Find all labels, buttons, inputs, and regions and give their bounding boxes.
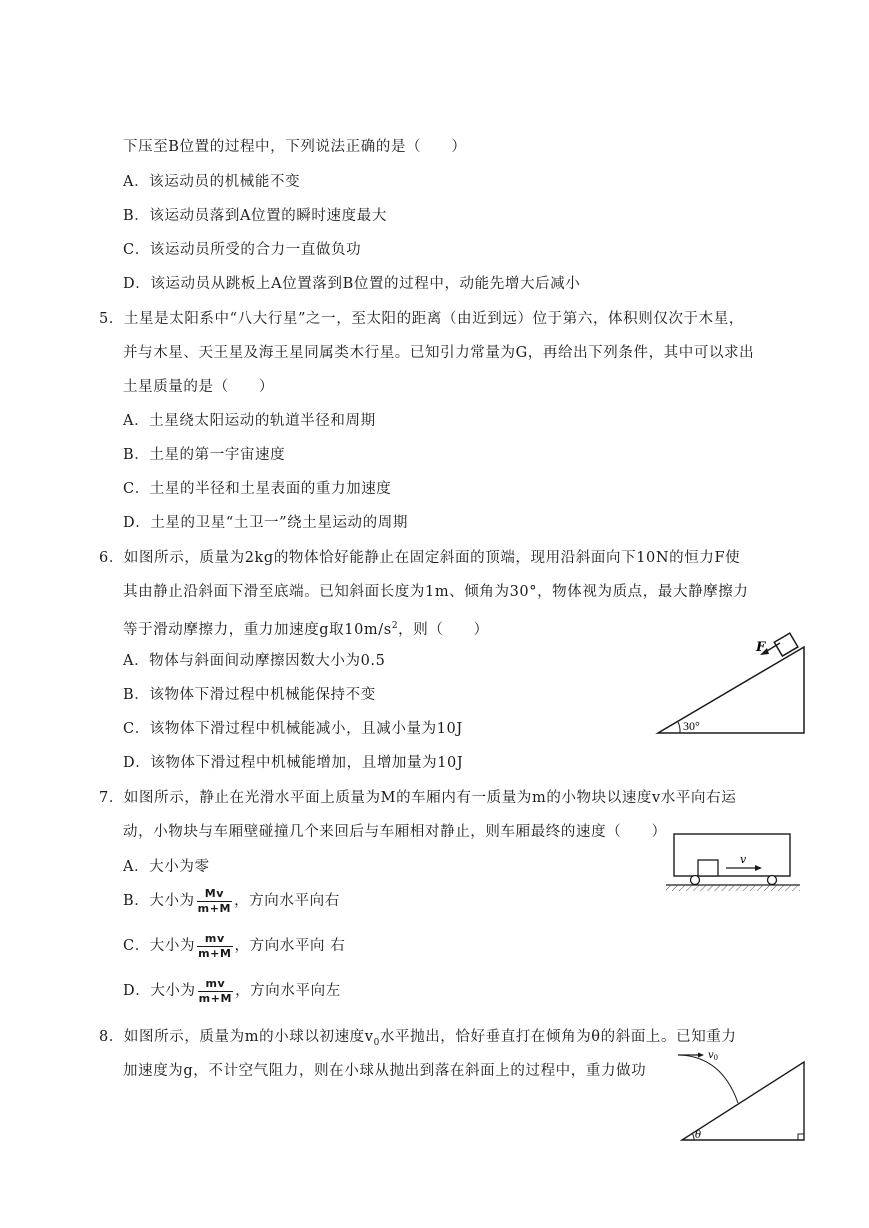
q7-ground-hatch: [666, 885, 800, 891]
q6-stem-line-2: 其由静止沿斜面下滑至底端。已知斜面长度为1m、倾角为30°，物体视为质点，最大静摩擦力: [123, 584, 749, 600]
q7-carriage-figure: [664, 828, 804, 898]
q8-initial-velocity-arrowhead: [698, 1053, 704, 1058]
q7-option-c: [123, 931, 345, 961]
q6-option-c: C．该物体下滑过程中机械能减小，且减小量为10J: [123, 721, 463, 737]
q7-carriage-body: [674, 834, 790, 876]
q5-stem-line-2: 并与木星、天王星及海王星同属类木行星。已知引力常量为G，再给出下列条件，其中可以求出: [123, 345, 755, 361]
q7-stem-line-2: 动，小物块与车厢壁碰撞几个来回后与车厢相对静止，则车厢最终的速度（ ）: [123, 824, 667, 840]
q7-option-a: A．大小为零: [123, 859, 210, 875]
q8-v0-subscript: 0: [373, 1037, 380, 1048]
q5-stem-line-1: 5．土星是太阳系中“八大行星”之一，至太阳的距离（由近到远）位于第六，体积则仅次于木星，: [99, 311, 744, 327]
q7-left-wheel: [691, 876, 700, 885]
q7-option-b-prefix: B．大小为: [123, 893, 195, 909]
q6-force-label: F: [756, 640, 766, 655]
q4-stem-tail: 下压至B位置的过程中，下列说法正确的是（ ）: [123, 139, 467, 155]
q6-exponent: 2: [391, 621, 399, 631]
q7-velocity-label: v: [740, 853, 747, 866]
q6-angle-label: 30°: [683, 719, 700, 733]
q8-stem-line-1-pre: 8．如图所示，质量为m的小球以初速度v: [99, 1029, 374, 1045]
q7-option-c-suffix: ，方向水平向 右: [234, 938, 346, 954]
q8-incline-triangle: [682, 1062, 804, 1140]
q7-option-d: [123, 976, 341, 1006]
q7-option-d-denominator: m+M: [198, 991, 233, 1005]
q7-velocity-arrowhead: [755, 865, 762, 871]
q7-option-c-numerator: mv: [197, 933, 232, 947]
q7-option-b-suffix: ，方向水平向右: [234, 893, 340, 909]
q7-option-b: [123, 886, 340, 916]
q4-option-d: D．该运动员从跳板上A位置落到B位置的过程中，动能先增大后减小: [123, 276, 581, 292]
q6-incline-triangle: [658, 647, 804, 733]
q7-option-c-fraction: [197, 933, 232, 960]
q7-option-d-prefix: D．大小为: [123, 983, 196, 999]
q7-option-d-suffix: ，方向水平向左: [235, 983, 341, 999]
q5-option-b: B．土星的第一宇宙速度: [123, 447, 286, 463]
q7-option-c-prefix: C．大小为: [123, 938, 196, 954]
q8-trajectory: [680, 1055, 738, 1103]
q8-velocity-label: $v_0$: [708, 1050, 719, 1062]
q6-stem-line-1: 6．如图所示，质量为2kg的物体恰好能静止在固定斜面的顶端，现用沿斜面向下10N的恒力F使: [99, 550, 741, 566]
q7-option-b-numerator: Mv: [197, 888, 232, 902]
q4-option-b: B．该运动员落到A位置的瞬时速度最大: [123, 208, 387, 224]
q8-stem-line-1: [99, 1027, 737, 1053]
q6-stem-line-3: [123, 616, 489, 640]
q8-angle-label: θ: [695, 1130, 702, 1141]
q7-option-b-denominator: m+M: [197, 901, 232, 915]
q7-option-c-denominator: m+M: [198, 946, 232, 960]
q4-option-c: C．该运动员所受的合力一直做负功: [123, 242, 362, 258]
q4-option-a: A．该运动员的机械能不变: [123, 174, 301, 190]
q6-stem-line-3-pre: 等于滑动摩擦力，重力加速度g取10m/s: [123, 621, 392, 638]
q7-option-d-fraction: [198, 978, 233, 1005]
q8-angle-arc: [692, 1133, 694, 1140]
q5-stem-line-3: 土星质量的是（ ）: [123, 379, 274, 395]
q8-stem-line-1-post: 水平抛出，恰好垂直打在倾角为θ的斜面上。已知重力: [379, 1029, 737, 1045]
q6-option-b: B．该物体下滑过程中机械能保持不变: [123, 687, 376, 703]
q5-option-c: C．土星的半径和土星表面的重力加速度: [123, 481, 392, 497]
q7-option-d-numerator: mv: [198, 978, 233, 992]
q8-projectile-figure: [672, 1048, 812, 1148]
q5-option-d: D．土星的卫星“土卫一”绕土星运动的周期: [123, 515, 408, 531]
q6-stem-line-3-post: ，则（ ）: [398, 621, 489, 638]
q6-option-a: A．物体与斜面间动摩擦因数大小为0.5: [123, 653, 386, 669]
q6-angle-arc: [678, 722, 680, 733]
q8-right-angle-mark: [798, 1134, 804, 1140]
q7-right-wheel: [768, 876, 777, 885]
q7-option-b-fraction: [197, 888, 232, 915]
q7-small-block: [698, 860, 718, 876]
q6-incline-figure: [650, 625, 810, 740]
q8-stem-line-2: 加速度为g，不计空气阻力，则在小球从抛出到落在斜面上的过程中，重力做功: [123, 1063, 647, 1079]
q6-option-d: D．该物体下滑过程中机械能增加，且增加量为10J: [123, 755, 464, 771]
q7-stem-line-1: 7．如图所示，静止在光滑水平面上质量为M的车厢内有一质量为m的小物块以速度v水平向右运: [99, 790, 737, 806]
q5-option-a: A．土星绕太阳运动的轨道半径和周期: [123, 413, 376, 429]
